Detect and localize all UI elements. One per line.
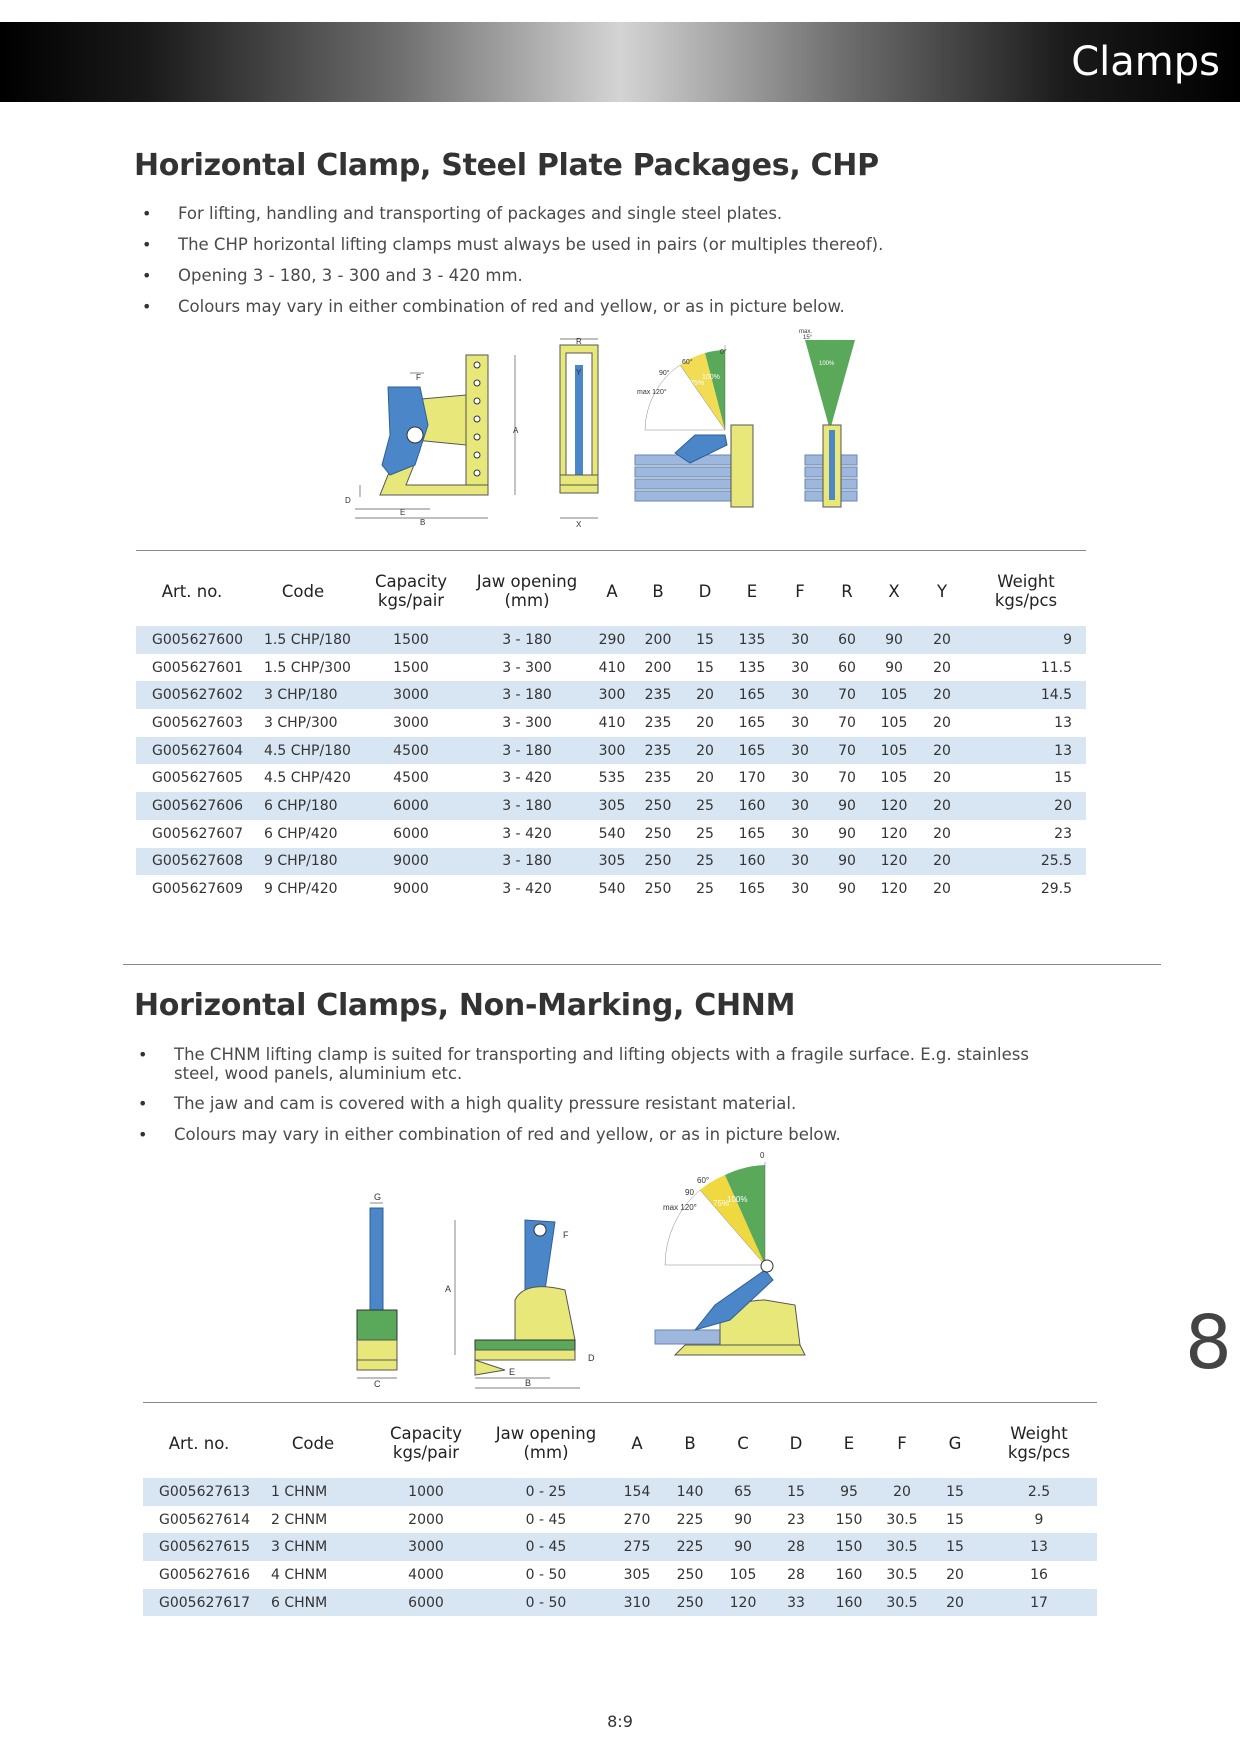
- cell-jaw: 3 - 180: [464, 848, 590, 876]
- cell-y: 20: [918, 681, 966, 709]
- cell-g: 15: [929, 1478, 981, 1506]
- pct-label-100: 100%: [702, 374, 720, 381]
- cell-art: G005627606: [136, 792, 248, 820]
- col-header-g: G: [948, 1433, 962, 1453]
- cell-r: 70: [838, 714, 856, 731]
- dim-label-f: F: [416, 373, 421, 382]
- cell-cap: 6000: [371, 1589, 481, 1617]
- angle-label-0: 0°: [720, 349, 727, 356]
- cell-cap: 3000: [371, 1533, 481, 1561]
- cell-d: 23: [787, 1511, 805, 1528]
- cell-x: 105: [880, 770, 908, 787]
- dim-label-a: A: [513, 426, 519, 435]
- cell-a: 305: [590, 848, 634, 876]
- dim-label-x: X: [576, 520, 582, 529]
- col-header-jaw: Jaw opening (mm): [476, 572, 578, 610]
- cell-art: G005627604: [136, 737, 248, 765]
- cell-jaw: 3 - 300: [502, 659, 552, 676]
- chp-front-view: [560, 337, 598, 529]
- cell-x: 90: [870, 626, 918, 654]
- cell-r: 90: [824, 792, 870, 820]
- col-header-e: E: [746, 581, 758, 601]
- cell-d: 25: [682, 848, 728, 876]
- cell-y: 20: [933, 881, 951, 898]
- table-row: [136, 764, 1086, 792]
- chnm-table-top-rule: [143, 1402, 1097, 1403]
- cell-d: 25: [696, 825, 714, 842]
- dim-label-y: Y: [576, 368, 582, 377]
- table-row: [136, 626, 1086, 654]
- cell-b: 235: [644, 714, 672, 731]
- header-banner: [0, 22, 1240, 102]
- col-header-a: A: [606, 581, 618, 601]
- chp-bullet-list: [142, 204, 1142, 316]
- cell-w: 29.5: [1040, 881, 1072, 898]
- cell-art: G005627605: [152, 770, 244, 787]
- cell-jaw: 0 - 45: [525, 1511, 567, 1528]
- col-header-f: F: [795, 581, 805, 601]
- cell-r: 70: [824, 737, 870, 765]
- cell-b: 250: [644, 825, 672, 842]
- cell-jaw: 0 - 45: [481, 1533, 611, 1561]
- cell-art: G005627603: [152, 714, 244, 731]
- cell-code: 3 CHP/300: [264, 714, 338, 731]
- table-row: [143, 1506, 1097, 1534]
- cell-a: 535: [598, 770, 626, 787]
- cell-r: 60: [824, 626, 870, 654]
- angle-label-15: 15°: [803, 335, 813, 341]
- cell-w: 13: [981, 1533, 1097, 1561]
- chp-table-top-rule: [136, 550, 1086, 551]
- cell-d: 25: [682, 792, 728, 820]
- cell-e: 165: [728, 681, 776, 709]
- cell-f: 30: [791, 659, 809, 676]
- table-row: [143, 1533, 1097, 1561]
- cell-r: 60: [838, 659, 856, 676]
- cell-b: 250: [644, 881, 672, 898]
- chp-bullet: • Colours may vary in either combination of red and yellow, or as in picture below.: [142, 297, 1142, 316]
- col-header-code: Code: [291, 1433, 335, 1453]
- cell-w: 25.5: [966, 848, 1086, 876]
- cell-art: G005627613: [143, 1478, 255, 1506]
- cell-e: 165: [738, 714, 766, 731]
- cell-cap: 3000: [358, 681, 464, 709]
- cell-d: 15: [769, 1478, 823, 1506]
- col-header-art: Art. no.: [168, 1433, 230, 1453]
- angle-label-max: max.: [799, 329, 813, 335]
- table-row: [136, 848, 1086, 876]
- header-title: Clamps: [1071, 39, 1220, 85]
- chp-bullet: • Opening 3 - 180, 3 - 300 and 3 - 420 mm.: [142, 266, 1142, 285]
- chp-side-view: [345, 355, 519, 527]
- angle-label-0b: 0: [760, 1151, 765, 1160]
- table-row: [136, 820, 1086, 848]
- cell-jaw: 3 - 180: [464, 737, 590, 765]
- cell-y: 20: [933, 659, 951, 676]
- cell-cap: 1500: [393, 659, 429, 676]
- angle-label-60b: 60°: [697, 1176, 710, 1185]
- dim-label-b: B: [420, 518, 426, 527]
- cell-d: 25: [696, 881, 714, 898]
- pct-label-50: 50%: [680, 391, 695, 398]
- cell-x: 120: [880, 881, 908, 898]
- cell-art: G005627616: [159, 1566, 251, 1583]
- cell-x: 90: [885, 659, 903, 676]
- cell-b: 250: [663, 1589, 717, 1617]
- cell-r: 90: [824, 848, 870, 876]
- cell-y: 20: [918, 848, 966, 876]
- cell-r: 70: [838, 770, 856, 787]
- cell-f: 30: [791, 770, 809, 787]
- cell-code: 4.5 CHP/420: [264, 770, 351, 787]
- cell-code: 6 CHP/180: [248, 792, 358, 820]
- cell-y: 20: [933, 770, 951, 787]
- dim-label-c: C: [374, 1379, 381, 1389]
- cell-y: 20: [918, 792, 966, 820]
- cell-f: 20: [875, 1478, 929, 1506]
- cell-e: 165: [738, 825, 766, 842]
- cell-f: 30.5: [875, 1533, 929, 1561]
- chnm-table: [143, 1408, 1097, 1616]
- cell-e: 95: [823, 1478, 875, 1506]
- angle-label-90b: 90: [685, 1188, 694, 1197]
- cell-r: 90: [838, 881, 856, 898]
- cell-d: 20: [682, 681, 728, 709]
- cell-f: 30: [776, 626, 824, 654]
- cell-jaw: 3 - 180: [464, 681, 590, 709]
- cell-b: 235: [644, 770, 672, 787]
- cell-e: 135: [728, 626, 776, 654]
- cell-code: 3 CHP/180: [248, 681, 358, 709]
- cell-d: 15: [696, 659, 714, 676]
- cell-code: 1.5 CHP/300: [264, 659, 351, 676]
- cell-d: 15: [682, 626, 728, 654]
- cell-jaw: 3 - 420: [502, 825, 552, 842]
- cell-art: G005627602: [136, 681, 248, 709]
- cell-code: 6 CHNM: [255, 1589, 371, 1617]
- cell-cap: 6000: [393, 825, 429, 842]
- cell-art: G005627601: [152, 659, 244, 676]
- table-row: [136, 681, 1086, 709]
- cell-a: 305: [623, 1566, 651, 1583]
- cell-d: 33: [769, 1589, 823, 1617]
- col-header-code: Code: [281, 581, 325, 601]
- cell-cap: 6000: [358, 792, 464, 820]
- chnm-bullet: • The CHNM lifting clamp is suited for transporting and lifting objects with a fragile surface. E.g. stainless steel, wood panels, aluminium etc.: [138, 1045, 1058, 1083]
- cell-f: 30: [791, 881, 809, 898]
- cell-a: 154: [611, 1478, 663, 1506]
- pct-label-100c: 100%: [727, 1195, 748, 1204]
- cell-jaw: 0 - 50: [525, 1566, 567, 1583]
- col-header-weight: Weight kgs/pcs: [994, 572, 1058, 610]
- chp-angle-side-view: [635, 345, 753, 507]
- pct-label-50c: 50%: [703, 1209, 720, 1218]
- cell-code: 6 CHP/420: [264, 825, 338, 842]
- cell-b: 235: [634, 737, 682, 765]
- cell-cap: 9000: [358, 848, 464, 876]
- cell-code: 9 CHP/180: [248, 848, 358, 876]
- table-row: [136, 709, 1086, 737]
- col-header-weight: Weight kgs/pcs: [1007, 1424, 1071, 1462]
- chp-bullet: • For lifting, handling and transporting of packages and single steel plates.: [142, 204, 1142, 223]
- cell-d: 20: [696, 714, 714, 731]
- cell-b: 225: [663, 1533, 717, 1561]
- cell-e: 160: [728, 792, 776, 820]
- cell-b: 225: [676, 1511, 704, 1528]
- cell-d: 20: [682, 737, 728, 765]
- cell-cap: 4000: [408, 1566, 444, 1583]
- cell-g: 20: [929, 1589, 981, 1617]
- cell-b: 200: [644, 659, 672, 676]
- col-header-a: A: [631, 1433, 643, 1453]
- dim-label-g: G: [374, 1192, 382, 1202]
- cell-g: 15: [946, 1511, 964, 1528]
- cell-f: 30: [791, 714, 809, 731]
- cell-c: 65: [717, 1478, 769, 1506]
- angle-label-90: 90°: [659, 370, 670, 377]
- cell-art: G005627615: [143, 1533, 255, 1561]
- chnm-bullet: • Colours may vary in either combination of red and yellow, or as in picture below.: [138, 1125, 1058, 1144]
- col-header-d: D: [789, 1433, 803, 1453]
- cell-e: 165: [728, 737, 776, 765]
- cell-cap: 1500: [358, 626, 464, 654]
- cell-r: 70: [824, 681, 870, 709]
- cell-e: 160: [835, 1566, 863, 1583]
- chp-diagram: [345, 329, 870, 530]
- col-header-y: Y: [936, 581, 948, 601]
- chnm-side-view: [445, 1220, 595, 1388]
- cell-x: 105: [870, 737, 918, 765]
- cell-w: 15: [1054, 770, 1072, 787]
- cell-code: 4.5 CHP/180: [248, 737, 358, 765]
- dim-label-e2: E: [509, 1367, 516, 1377]
- angle-label-60: 60°: [682, 359, 693, 366]
- table-row: [136, 654, 1086, 682]
- cell-f: 30: [776, 848, 824, 876]
- table-row: [143, 1561, 1097, 1589]
- pct-label-100b: 100%: [819, 361, 835, 367]
- cell-jaw: 0 - 25: [481, 1478, 611, 1506]
- cell-y: 20: [933, 714, 951, 731]
- cell-w: 16: [1030, 1566, 1048, 1583]
- table-row: [143, 1478, 1097, 1506]
- section-divider: [123, 964, 1161, 965]
- cell-x: 120: [870, 792, 918, 820]
- chapter-number: 8: [1184, 1300, 1232, 1386]
- cell-d: 28: [787, 1566, 805, 1583]
- col-header-capacity: Capacity kgs/pair: [389, 1424, 463, 1462]
- cell-a: 410: [598, 714, 626, 731]
- col-header-r: R: [841, 581, 853, 601]
- cell-w: 11.5: [1040, 659, 1072, 676]
- cell-r: 90: [838, 825, 856, 842]
- cell-jaw: 3 - 180: [464, 626, 590, 654]
- cell-b: 250: [634, 848, 682, 876]
- cell-d: 28: [769, 1533, 823, 1561]
- cell-a: 300: [590, 737, 634, 765]
- col-header-jaw: Jaw opening (mm): [495, 1424, 597, 1462]
- cell-art: G005627617: [143, 1589, 255, 1617]
- cell-e: 135: [738, 659, 766, 676]
- cell-f: 30.5: [886, 1566, 918, 1583]
- cell-art: G005627609: [152, 881, 244, 898]
- cell-y: 20: [933, 825, 951, 842]
- cell-w: 14.5: [966, 681, 1086, 709]
- cell-x: 120: [880, 825, 908, 842]
- cell-d: 20: [696, 770, 714, 787]
- cell-cap: 3000: [393, 714, 429, 731]
- cell-b: 200: [634, 626, 682, 654]
- cell-a: 275: [611, 1533, 663, 1561]
- cell-e: 160: [728, 848, 776, 876]
- cell-art: G005627608: [136, 848, 248, 876]
- cell-y: 20: [918, 626, 966, 654]
- cell-c: 105: [729, 1566, 757, 1583]
- chnm-diagram: [355, 1151, 835, 1390]
- cell-x: 105: [880, 714, 908, 731]
- cell-code: 3 CHNM: [255, 1533, 371, 1561]
- cell-e: 160: [823, 1589, 875, 1617]
- cell-a: 305: [590, 792, 634, 820]
- cell-w: 9: [1034, 1511, 1044, 1528]
- chp-bullet: • The CHP horizontal lifting clamps must always be used in pairs (or multiples thereof).: [142, 235, 1142, 254]
- col-header-b: B: [652, 581, 664, 601]
- col-header-f: F: [897, 1433, 907, 1453]
- cell-f: 30: [776, 737, 824, 765]
- cell-cap: 4500: [393, 770, 429, 787]
- col-header-capacity: Capacity kgs/pair: [374, 572, 448, 610]
- cell-jaw: 3 - 420: [502, 881, 552, 898]
- cell-y: 20: [918, 737, 966, 765]
- col-header-d: D: [698, 581, 712, 601]
- table-row: [143, 1589, 1097, 1617]
- angle-label-max120: max 120°: [637, 389, 667, 396]
- cell-w: 23: [1054, 825, 1072, 842]
- cell-e: 150: [835, 1511, 863, 1528]
- cell-a: 310: [611, 1589, 663, 1617]
- cell-f: 30: [776, 792, 824, 820]
- cell-code: 9 CHP/420: [264, 881, 338, 898]
- dim-label-d: D: [345, 496, 351, 505]
- cell-b: 235: [634, 681, 682, 709]
- cell-w: 20: [966, 792, 1086, 820]
- cell-g: 20: [946, 1566, 964, 1583]
- cell-c: 90: [734, 1511, 752, 1528]
- cell-g: 15: [929, 1533, 981, 1561]
- pct-label-75: 75%: [690, 380, 705, 387]
- cell-f: 30.5: [886, 1511, 918, 1528]
- cell-b: 140: [663, 1478, 717, 1506]
- cell-jaw: 3 - 300: [502, 714, 552, 731]
- cell-c: 90: [717, 1533, 769, 1561]
- dim-label-b2: B: [525, 1378, 532, 1388]
- cell-w: 13: [1054, 714, 1072, 731]
- table-row: [136, 737, 1086, 765]
- col-header-x: X: [888, 581, 900, 601]
- cell-cap: 2000: [408, 1511, 444, 1528]
- pct-label-75c: 75%: [713, 1199, 730, 1208]
- cell-w: 2.5: [981, 1478, 1097, 1506]
- cell-e: 170: [738, 770, 766, 787]
- cell-e: 165: [738, 881, 766, 898]
- dim-label-a2: A: [445, 1284, 452, 1294]
- cell-jaw: 0 - 50: [481, 1589, 611, 1617]
- cell-jaw: 3 - 180: [464, 792, 590, 820]
- cell-w: 17: [981, 1589, 1097, 1617]
- cell-a: 540: [598, 825, 626, 842]
- angle-label-max120b: max 120°: [663, 1203, 697, 1212]
- col-header-art: Art. no.: [161, 581, 223, 601]
- table-row: [136, 875, 1086, 903]
- cell-cap: 1000: [371, 1478, 481, 1506]
- col-header-c: C: [737, 1433, 749, 1453]
- chnm-title: Horizontal Clamps, Non-Marking, CHNM: [134, 988, 796, 1023]
- chp-table: [136, 556, 1086, 903]
- chnm-angle-view: [655, 1151, 805, 1355]
- dim-label-r: R: [576, 337, 582, 346]
- chnm-bullet-list: [138, 1045, 1058, 1144]
- cell-art: G005627600: [136, 626, 248, 654]
- cell-art: G005627607: [152, 825, 244, 842]
- col-header-e: E: [843, 1433, 855, 1453]
- cell-x: 120: [870, 848, 918, 876]
- cell-w: 13: [966, 737, 1086, 765]
- cell-x: 105: [870, 681, 918, 709]
- table-row: [136, 792, 1086, 820]
- dim-label-e: E: [400, 508, 406, 517]
- cell-jaw: 3 - 420: [502, 770, 552, 787]
- cell-a: 300: [590, 681, 634, 709]
- cell-f: 30: [791, 825, 809, 842]
- page-number: 8:9: [607, 1712, 633, 1731]
- chp-angle-front-view: [799, 329, 857, 507]
- cell-code: 2 CHNM: [271, 1511, 328, 1528]
- cell-a: 540: [598, 881, 626, 898]
- dim-label-f2: F: [563, 1230, 569, 1240]
- cell-c: 120: [717, 1589, 769, 1617]
- col-header-b: B: [684, 1433, 696, 1453]
- cell-cap: 9000: [393, 881, 429, 898]
- chnm-front-view: [357, 1192, 397, 1389]
- cell-code: 4 CHNM: [271, 1566, 328, 1583]
- cell-f: 30: [776, 681, 824, 709]
- cell-b: 250: [676, 1566, 704, 1583]
- chp-title: Horizontal Clamp, Steel Plate Packages, CHP: [134, 148, 879, 183]
- cell-a: 290: [590, 626, 634, 654]
- chnm-bullet: • The jaw and cam is covered with a high quality pressure resistant material.: [138, 1094, 1058, 1113]
- cell-code: 1.5 CHP/180: [248, 626, 358, 654]
- cell-f: 30.5: [875, 1589, 929, 1617]
- cell-a: 410: [598, 659, 626, 676]
- cell-e: 150: [823, 1533, 875, 1561]
- dim-label-d2: D: [588, 1353, 595, 1363]
- cell-a: 270: [623, 1511, 651, 1528]
- cell-art: G005627614: [159, 1511, 251, 1528]
- cell-code: 1 CHNM: [255, 1478, 371, 1506]
- cell-b: 250: [634, 792, 682, 820]
- cell-w: 9: [966, 626, 1086, 654]
- cell-cap: 4500: [358, 737, 464, 765]
